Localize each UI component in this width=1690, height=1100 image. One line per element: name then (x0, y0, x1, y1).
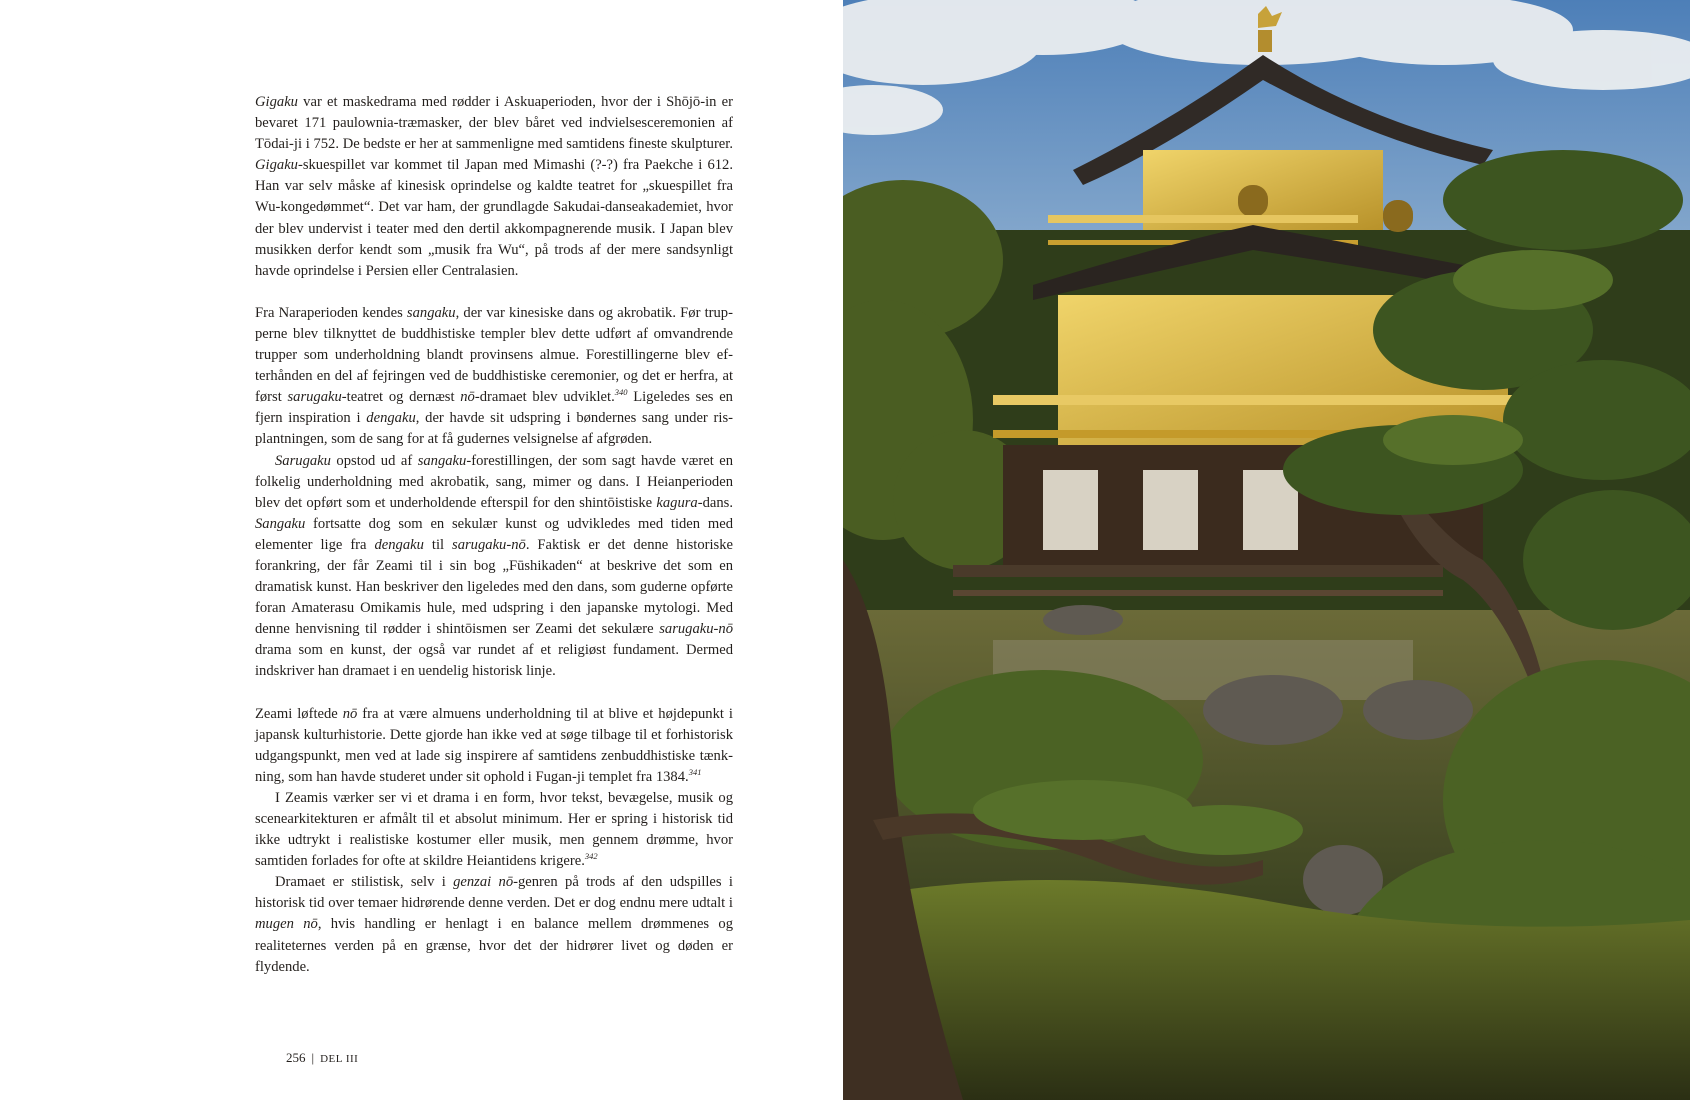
text-run: Zeami løftede (255, 705, 343, 722)
italic-term: Gigaku (255, 157, 298, 174)
text-run: opstod ud af (330, 452, 418, 469)
footnote-ref[interactable]: 341 (688, 766, 702, 777)
italic-term: genzai nō (453, 874, 514, 891)
text-run: , der havde sit udspring i bøndernes sang under risplantningen, som de sang for at få gudernes velsignelse af afgrøden. (255, 410, 733, 448)
golden-pavilion-photo (843, 0, 1690, 1100)
text-run: -genren på trods af den udspilles i historisk tid over temaer hidrørende denne verden. Det er dog endnu mere udtalt i (255, 874, 733, 912)
italic-term: dengaku (374, 536, 424, 553)
paragraph (255, 704, 733, 788)
paragraph (255, 872, 733, 977)
footnote-ref[interactable]: 342 (584, 851, 598, 862)
section-label: DEL III (320, 1053, 359, 1065)
italic-term: kagura (656, 494, 698, 511)
paragraph (255, 451, 733, 683)
text-run: , hvis handling er henlagt i en balance mellem drømmenes og realiteternes verden på en grænse, hvor det der hidrører livet og døden er flydende. (255, 916, 733, 975)
left-page (0, 0, 843, 1100)
text-run: -teatret og dernæst (341, 389, 461, 406)
text-run: -skuespillet var kommet til Japan med Mimashi (?-?) fra Paekche i 612. Han var selv måske af kinesisk oprindelse og kaldte teatret for „skuespillet fra Wu-kongedømmet“. Det var ham, der grundlagde Sakudai-danseakademiet, hvor der blev undervist i teater med den dertil akkompagnerende musik. I Japan blev musikken derfor kendt som „musik fra Wu“, på trods af der mere sandsynligt havde oprindelse i Persien eller Centralasien. (255, 157, 733, 279)
page-footer (286, 1050, 358, 1066)
text-run: fortsatte dog som en sekulær kunst og udvikledes med tiden med elementer lige fra (255, 515, 733, 553)
italic-term: sangaku (406, 304, 456, 321)
paragraph (255, 788, 733, 872)
text-run: I Zeamis værker ser vi et drama i en form, hvor tekst, bevægelse, musik og scenearkitekturen er afmålt til et absolut minimum. Her er spring i historisk tid ikke udtrykt i realistiske kostumer eller musik, men gennem drømme, hvor samtiden forlades for ofte at skildre Heiantidens krigere. (255, 789, 733, 870)
italic-term: nō (342, 705, 358, 722)
footnote-ref[interactable]: 340 (614, 387, 628, 398)
italic-term: sangaku (417, 452, 467, 469)
italic-term: Gigaku (255, 94, 298, 110)
paragraph (255, 92, 733, 282)
footer-separator: | (311, 1050, 315, 1065)
page-number: 256 (286, 1050, 306, 1065)
text-run: Fra Naraperioden kendes (255, 304, 407, 321)
text-run: Ligeledes ses en fjern inspiration i (255, 389, 733, 427)
italic-term: sarugaku-nō (452, 536, 526, 553)
body-text (255, 92, 733, 978)
italic-term: sarugaku (287, 389, 342, 406)
text-run: -dramaet blev udviklet. (474, 389, 615, 406)
text-run: til (423, 536, 453, 553)
paragraph (255, 303, 733, 451)
italic-term: mugen nō (255, 916, 318, 933)
text-run: -dans. (697, 494, 733, 511)
italic-term: dengaku (366, 410, 416, 427)
text-run: . Faktisk er det denne historiske forankring, der får Zeami til i sin bog „Fūshikaden“ at beskrive det som en dramatisk kunst. Han beskriver den ligeledes med den dans, som guderne opførte foran Amaterasu Omikamis hule, med udspring i den japanske mytologi. Med denne henvisning til rødder i shintōismen ser Zeami det sekulære (255, 536, 733, 638)
italic-term: nō (460, 389, 475, 406)
text-run: , der var kinesiske dans og akrobatik. Før trupperne blev tilknyttet de buddhistiske templer blev dette udført af omvandrende trupper som underholdning blandt provinsens almue. Forestillingerne blev efterhånden en del af fejringen ved de buddhistiske ceremonier, og det er herfra, at først (255, 304, 733, 406)
text-run: -forestillingen, der som sagt havde været en folkelig underholdning med akrobatik, sang, mimer og dans. I Heianperioden blev det opført som et underholdende efterspil for den shintōistiske (255, 452, 733, 511)
italic-term: Sarugaku (275, 452, 331, 469)
text-run: fra at være almuens underholdning til at blive et højdepunkt i japansk kulturhistorie. Dette gjorde han ikke ved at søge tilbage til et forhistorisk udgangspunkt, men ved at lade sig inspirere af samtidens zenbuddhistiske tænkning, som han havde studeret under sit ophold i Fugan-ji templet fra 1384. (255, 705, 733, 785)
text-run: Dramaet er stilistisk, selv i (275, 874, 454, 891)
right-page-photo (843, 0, 1690, 1100)
text-run: drama som en kunst, der også var rundet af et religiøst fundament. Dermed indskriver han dramaet i en uendelig historisk linje. (255, 642, 733, 680)
italic-term: sarugaku-nō (659, 621, 733, 638)
italic-term: Sangaku (255, 515, 306, 532)
text-run: var et maskedrama med rødder i Askuaperioden, hvor der i Shōjō-in er bevaret 171 paulownia-træmasker, der blev båret ved indvielsesceremonien af Tōdai-ji i 752. De bedste er her at sammenligne med samtidens fineste skulpturer. (255, 94, 733, 153)
